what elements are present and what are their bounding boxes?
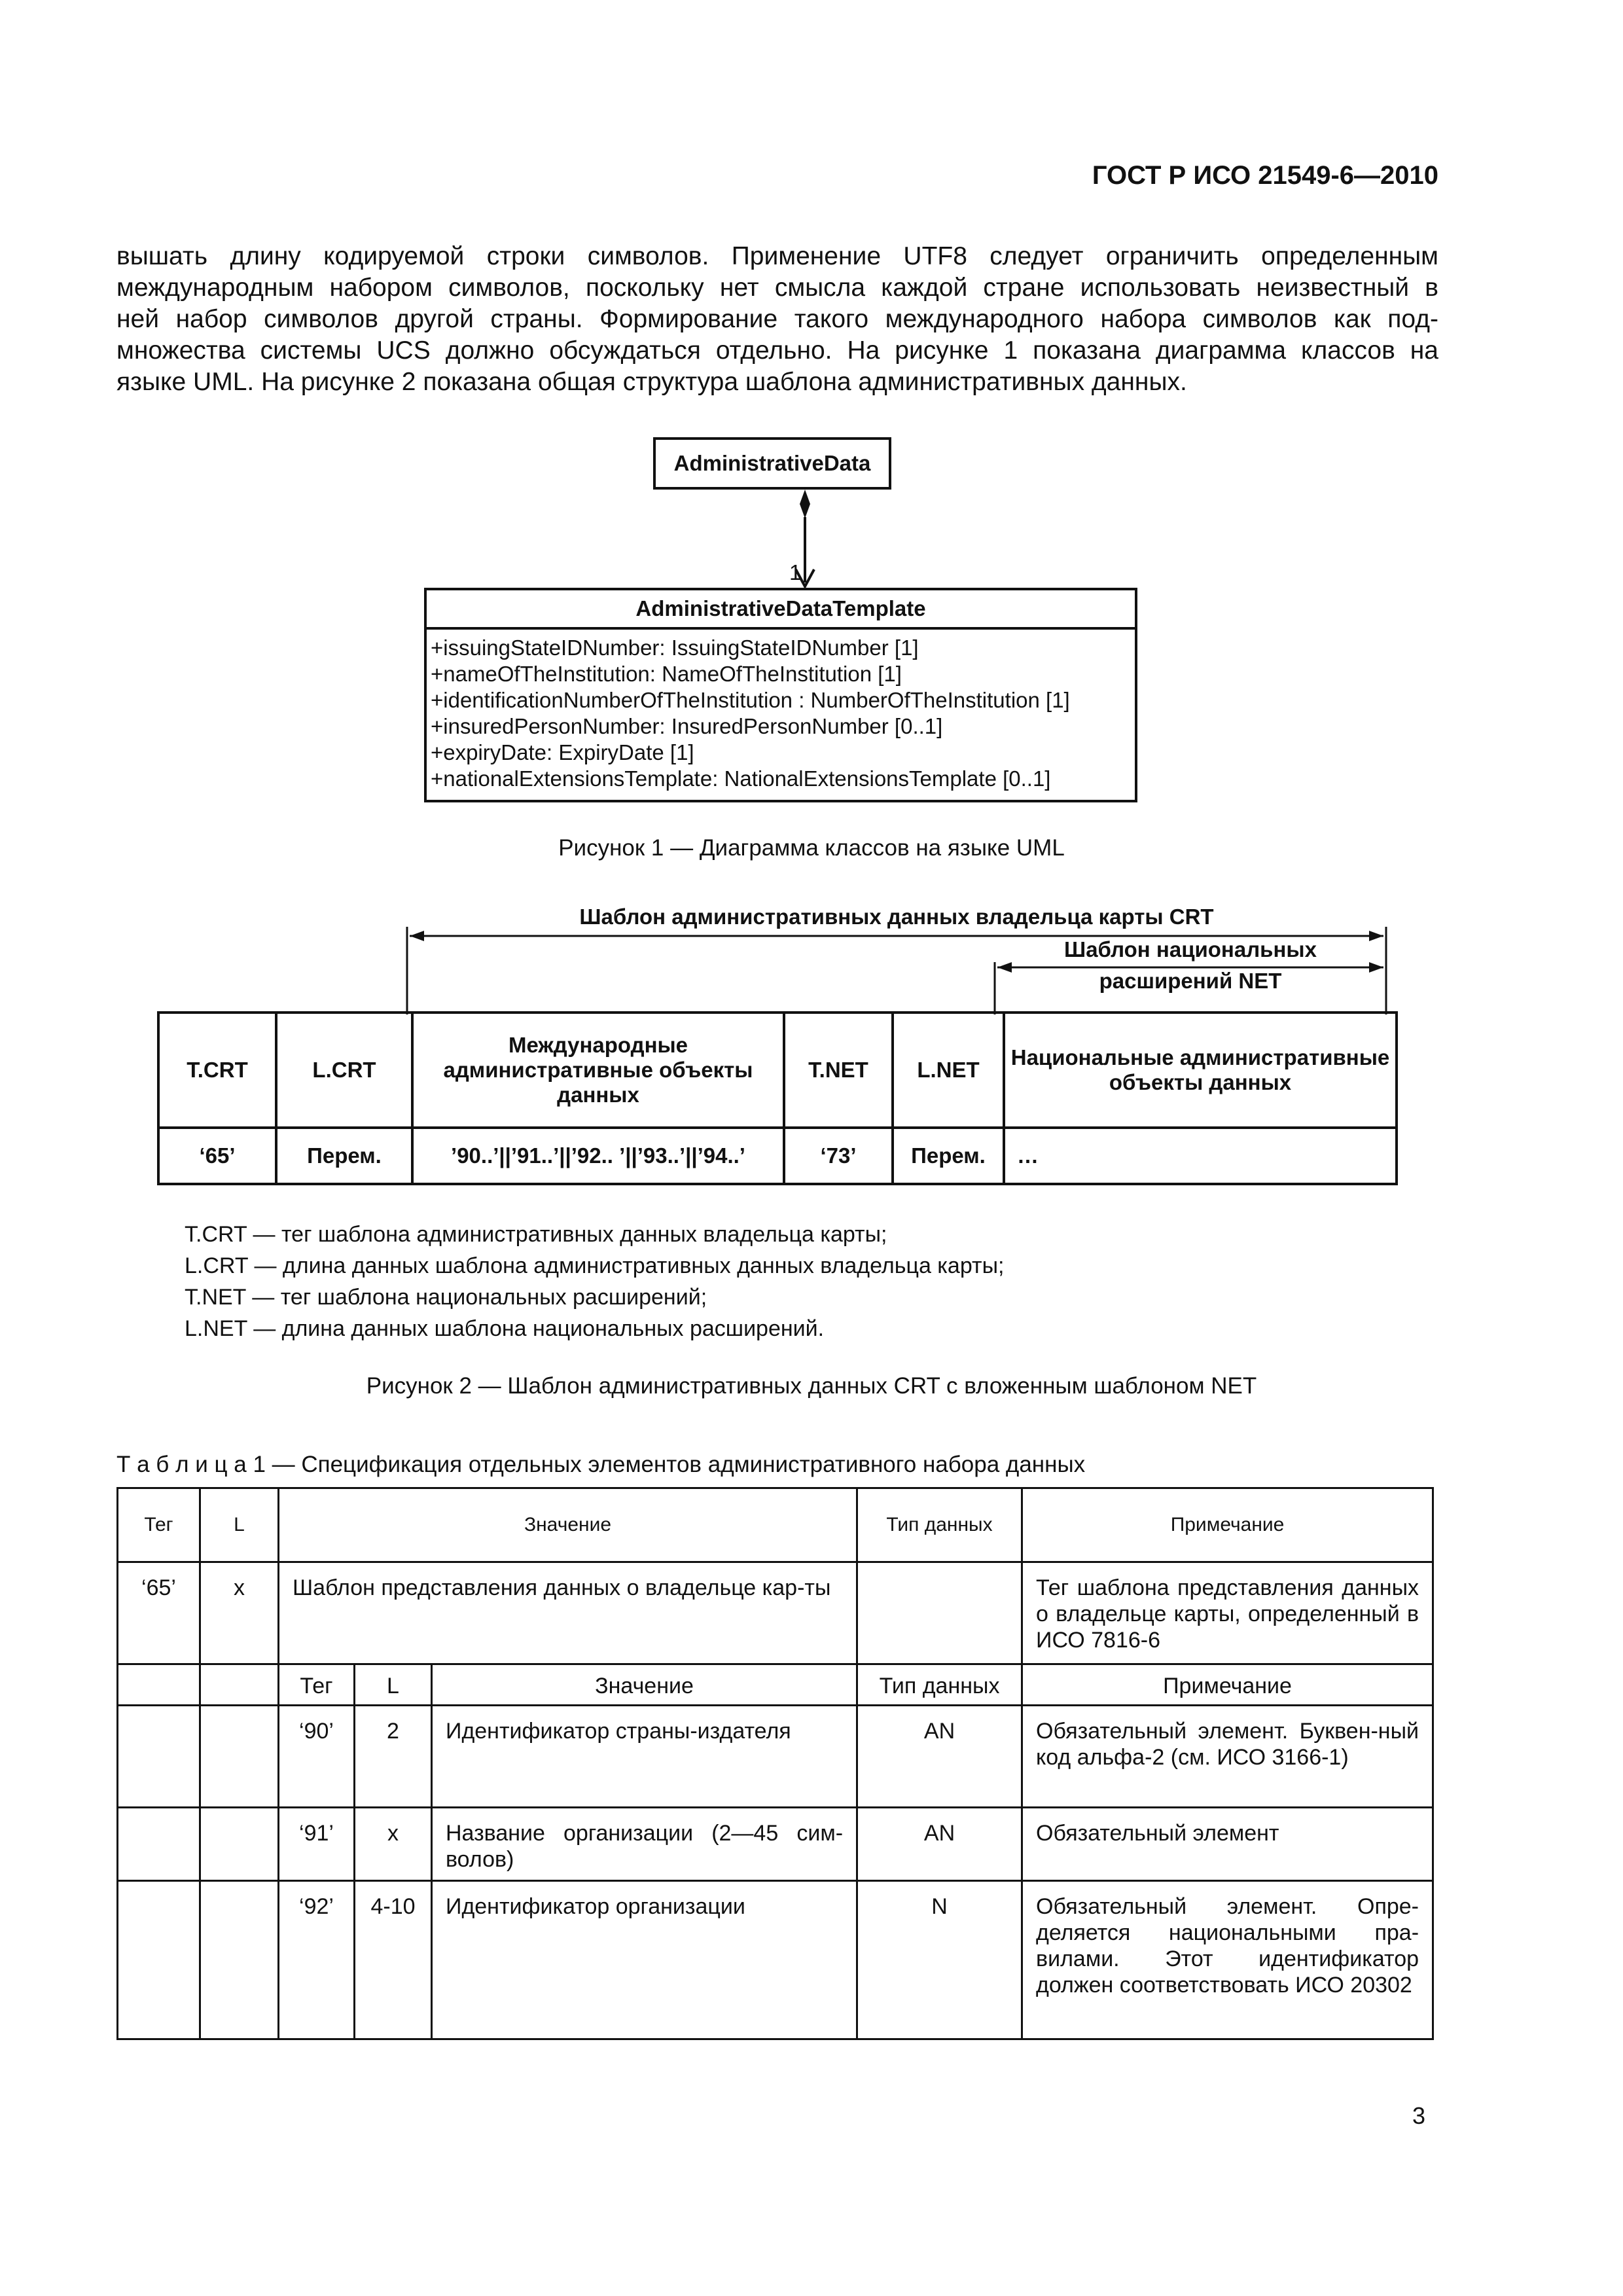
fig2-header-cell: Национальные административные объекты данных bbox=[1004, 1013, 1397, 1128]
uml-class-administrative-data-template bbox=[424, 588, 1137, 802]
figure2-structure-table bbox=[157, 1011, 1398, 1185]
cell-tag: ‘65’ bbox=[118, 1562, 200, 1664]
fig2-value-cell: ’90..’||’91..’||’92.. ’||’93..’||’94..’ bbox=[412, 1128, 784, 1184]
legend-item: L.NET — длина данных шаблона национальных расширений. bbox=[185, 1316, 825, 1341]
net-template-label-line1: Шаблон национальных bbox=[1064, 937, 1317, 961]
uml-attribute: +nationalExtensionsTemplate: NationalExtensionsTemplate [0..1] bbox=[431, 766, 1051, 791]
table-row bbox=[118, 1881, 1433, 2039]
cell-l: x bbox=[355, 1808, 432, 1881]
document-number: ГОСТ Р ИСО 21549-6—2010 bbox=[1092, 161, 1438, 190]
uml-attributes bbox=[427, 630, 1135, 792]
cell-empty bbox=[200, 1881, 279, 2039]
cell-l: x bbox=[200, 1562, 279, 1664]
table1-caption: Т а б л и ц а 1 — Спецификация отдельных элементов административного набора данных bbox=[116, 1452, 1086, 1477]
col-header-value: Значение bbox=[279, 1488, 857, 1562]
col-header-l: L bbox=[200, 1488, 279, 1562]
figure2-caption: Рисунок 2 — Шаблон административных данных CRT с вложенным шаблоном NET bbox=[366, 1373, 1257, 1399]
cell-l: 4-10 bbox=[355, 1881, 432, 2039]
subheader-l: L bbox=[355, 1664, 432, 1706]
intro-line: языке UML. На рисунке 2 показана общая структура шаблона административных данных. bbox=[116, 368, 1187, 396]
fig2-value-cell: ‘73’ bbox=[784, 1128, 893, 1184]
intro-line: вышать длину кодируемой строки символов. Применение UTF8 следует ограничить определенным bbox=[116, 242, 1438, 270]
uml-class-name: AdministrativeDataTemplate bbox=[427, 590, 1135, 630]
intro-line: ней набор символов другой страны. Формирование такого международного набора символов как под- bbox=[116, 305, 1438, 333]
cell-empty bbox=[118, 1706, 200, 1808]
cell-empty bbox=[118, 1808, 200, 1881]
uml-multiplicity: 1 bbox=[789, 560, 802, 584]
legend-item: L.CRT — длина данных шаблона административных данных владельца карты; bbox=[185, 1253, 1005, 1278]
cell-type: AN bbox=[857, 1706, 1022, 1808]
table-row bbox=[118, 1808, 1433, 1881]
fig2-header-cell: L.CRT bbox=[276, 1013, 412, 1128]
crt-template-label: Шаблон административных данных владельца карты CRT bbox=[579, 905, 1214, 929]
legend-item: T.NET — тег шаблона национальных расширений; bbox=[185, 1285, 707, 1310]
uml-attribute: +insuredPersonNumber: InsuredPersonNumber [0..1] bbox=[431, 714, 943, 738]
uml-class-administrative-data bbox=[653, 437, 891, 490]
subheader-value: Значение bbox=[432, 1664, 857, 1706]
uml-attribute: +identificationNumberOfTheInstitution : NumberOfTheInstitution [1] bbox=[431, 688, 1070, 712]
subheader-note: Примечание bbox=[1022, 1664, 1433, 1706]
fig2-header-cell: T.CRT bbox=[158, 1013, 276, 1128]
uml-attribute: +expiryDate: ExpiryDate [1] bbox=[431, 740, 694, 764]
arrowhead-left-icon bbox=[410, 931, 424, 941]
table-row bbox=[118, 1706, 1433, 1808]
cell-empty bbox=[200, 1664, 279, 1706]
intro-line: множества системы UCS должно обсуждаться отдельно. На рисунке 1 показана диаграмма классов на bbox=[116, 336, 1438, 365]
col-header-note: Примечание bbox=[1022, 1488, 1433, 1562]
cell-type: AN bbox=[857, 1808, 1022, 1881]
fig2-header-cell: Международные административные объекты данных bbox=[412, 1013, 784, 1128]
cell-empty bbox=[118, 1664, 200, 1706]
cell-tag: ‘92’ bbox=[279, 1881, 355, 2039]
figure2-legend bbox=[185, 1219, 1004, 1344]
col-header-type: Тип данных bbox=[857, 1488, 1022, 1562]
intro-line: международным набором символов, поскольку нет смысла каждой стране использовать неизвестный в bbox=[116, 274, 1438, 302]
cell-empty bbox=[200, 1706, 279, 1808]
cell-note: Обязательный элемент bbox=[1022, 1808, 1433, 1881]
cell-type: N bbox=[857, 1881, 1022, 2039]
cell-empty bbox=[200, 1808, 279, 1881]
table-subheader-row bbox=[118, 1664, 1433, 1706]
cell-note: Тег шаблона представления данных о владельце карты, определенный в ИСО 7816-6 bbox=[1022, 1562, 1433, 1664]
cell-type bbox=[857, 1562, 1022, 1664]
subheader-tag: Тег bbox=[279, 1664, 355, 1706]
intro-paragraph bbox=[116, 241, 1438, 398]
figure1-caption: Рисунок 1 — Диаграмма классов на языке UML bbox=[558, 835, 1065, 861]
fig2-value-cell: ‘65’ bbox=[158, 1128, 276, 1184]
table-row bbox=[118, 1562, 1433, 1664]
fig2-value-cell: Перем. bbox=[893, 1128, 1004, 1184]
cell-value: Название организации (2—45 сим-волов) bbox=[432, 1808, 857, 1881]
cell-empty bbox=[118, 1881, 200, 2039]
cell-l: 2 bbox=[355, 1706, 432, 1808]
page-number: 3 bbox=[1412, 2102, 1425, 2129]
fig2-value-cell: … bbox=[1004, 1128, 1397, 1184]
uml-attribute: +nameOfTheInstitution: NameOfTheInstitution [1] bbox=[431, 662, 902, 686]
legend-item: T.CRT — тег шаблона административных данных владельца карты; bbox=[185, 1222, 887, 1247]
cell-value: Шаблон представления данных о владельце кар-ты bbox=[279, 1562, 857, 1664]
fig2-value-cell: Перем. bbox=[276, 1128, 412, 1184]
table1 bbox=[116, 1487, 1434, 2040]
cell-value: Идентификатор страны-издателя bbox=[432, 1706, 857, 1808]
subheader-type: Тип данных bbox=[857, 1664, 1022, 1706]
cell-note: Обязательный элемент. Опре-деляется национальными пра-вилами. Этот идентификатор должен соответствовать ИСО 20302 bbox=[1022, 1881, 1433, 2039]
fig2-header-cell: L.NET bbox=[893, 1013, 1004, 1128]
composition-diamond-icon bbox=[800, 490, 810, 518]
fig2-header-cell: T.NET bbox=[784, 1013, 893, 1128]
net-template-label-line2: расширений NET bbox=[1099, 969, 1282, 993]
uml-class-name: AdministrativeData bbox=[673, 451, 871, 475]
uml-attribute: +issuingStateIDNumber: IssuingStateIDNumber [1] bbox=[431, 636, 919, 660]
cell-value: Идентификатор организации bbox=[432, 1881, 857, 2039]
cell-note: Обязательный элемент. Буквен-ный код альфа-2 (см. ИСО 3166-1) bbox=[1022, 1706, 1433, 1808]
cell-tag: ‘90’ bbox=[279, 1706, 355, 1808]
cell-tag: ‘91’ bbox=[279, 1808, 355, 1881]
col-header-tag: Тег bbox=[118, 1488, 200, 1562]
table-header-row bbox=[118, 1488, 1433, 1562]
